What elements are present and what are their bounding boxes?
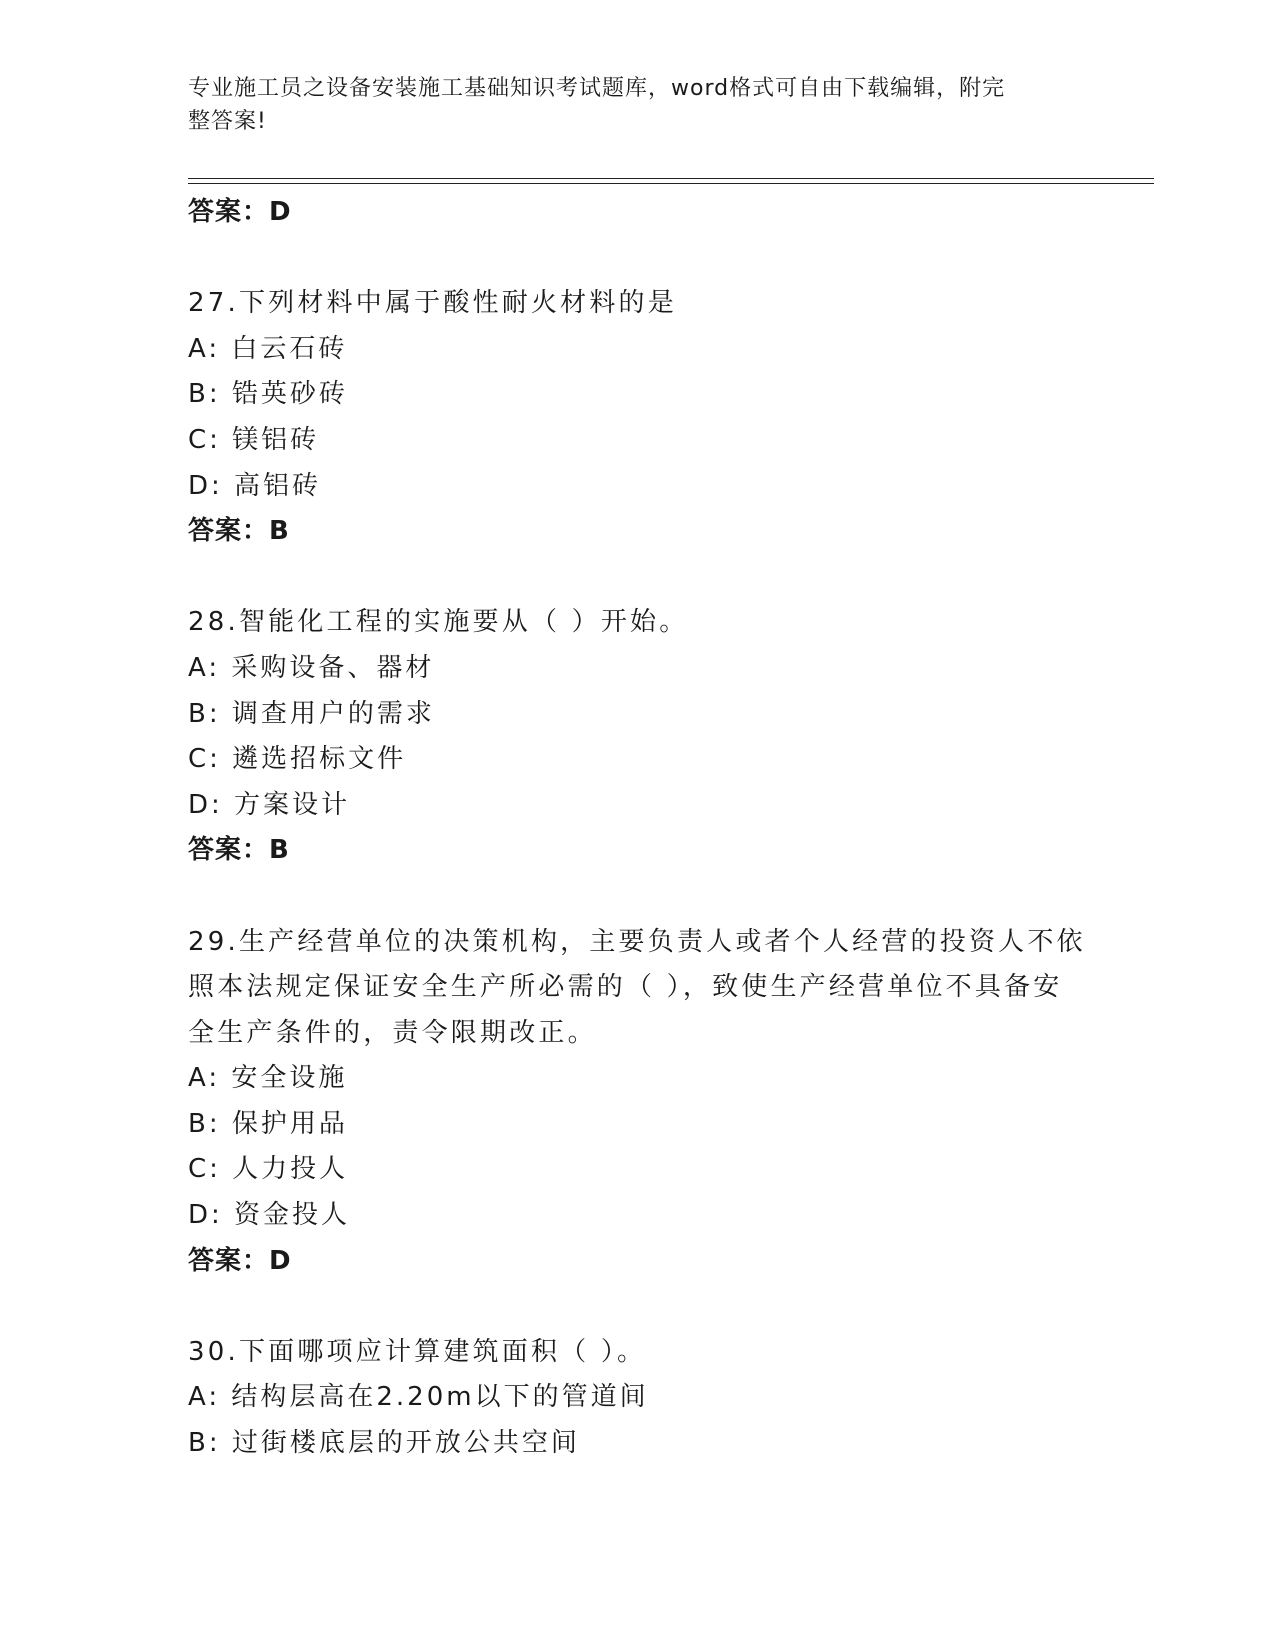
- questions-content: [188, 190, 1088, 1467]
- header-title-line-2: 整答案!: [188, 109, 267, 134]
- option-d: D: 高铝砖: [188, 470, 322, 501]
- question-stem-line-1: 29.生产经营单位的决策机构，主要负责人或者个人经营的投资人不依: [188, 926, 1086, 957]
- option-b: B: 保护用品: [188, 1108, 348, 1139]
- header-rule-bottom: [188, 183, 1154, 184]
- question-stem: 28.智能化工程的实施要从（ ）开始。: [188, 607, 689, 638]
- answer: 答案：D: [188, 1245, 292, 1276]
- option-b: B: 过街楼底层的开放公共空间: [188, 1428, 580, 1459]
- question-stem: 30.下面哪项应计算建筑面积（ ）。: [188, 1336, 647, 1367]
- option-d: D: 资金投人: [188, 1200, 351, 1231]
- question-27: [188, 281, 1088, 555]
- question-stem-line-2: 照本法规定保证安全生产所必需的（ ），致使生产经营单位不具备安: [188, 972, 1063, 1003]
- option-c: C: 镁铝砖: [188, 424, 320, 455]
- option-a: A: 安全设施: [188, 1063, 348, 1094]
- question-29: [188, 920, 1088, 1285]
- answer: 答案：B: [188, 516, 290, 547]
- question-stem-line-3: 全生产条件的，责令限期改正。: [188, 1017, 597, 1048]
- option-b: B: 锆英砂砖: [188, 379, 348, 410]
- document-header: [188, 72, 1068, 138]
- header-title-line-1: 专业施工员之设备安装施工基础知识考试题库，word格式可自由下载编辑，附完: [188, 76, 1006, 101]
- option-a: A: 白云石砖: [188, 333, 348, 364]
- answer: 答案：B: [188, 835, 290, 866]
- option-b: B: 调查用户的需求: [188, 698, 435, 729]
- question-30: [188, 1330, 1088, 1467]
- option-c: C: 人力投人: [188, 1154, 349, 1185]
- option-c: C: 遴选招标文件: [188, 744, 407, 775]
- question-28: [188, 600, 1088, 874]
- question-stem: 27.下列材料中属于酸性耐火材料的是: [188, 288, 677, 319]
- option-a: A: 采购设备、器材: [188, 652, 435, 683]
- header-rule-top: [188, 178, 1154, 179]
- option-d: D: 方案设计: [188, 789, 351, 820]
- option-a: A: 结构层高在2.20m以下的管道间: [188, 1382, 649, 1413]
- previous-answer: 答案：D: [188, 197, 292, 227]
